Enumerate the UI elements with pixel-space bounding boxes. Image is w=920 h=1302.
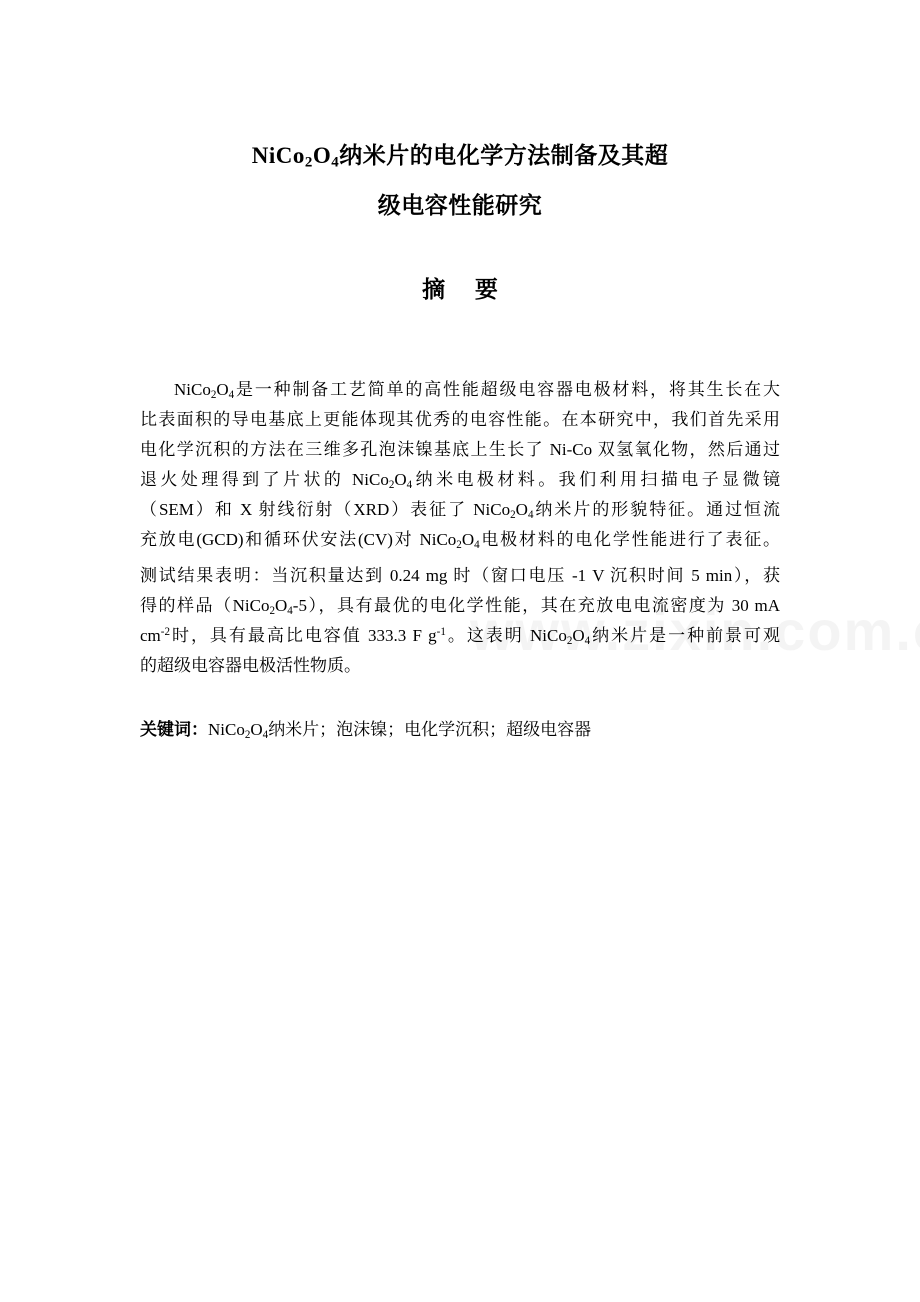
text-run: 电极材料的电化学性能进行了表征。 (479, 530, 781, 549)
title-formula-o: O (312, 143, 332, 168)
text-run: O (216, 380, 229, 399)
text-run: 得的样品（NiCo (140, 596, 270, 615)
subscript: 2 (510, 508, 516, 521)
abstract-line-1 (174, 378, 780, 402)
subscript: 2 (269, 604, 275, 617)
text-run: 是一种制备工艺简单的高性能超级电容器电极材料，将其生长在大 (234, 380, 780, 399)
subscript: 4 (406, 478, 413, 491)
subscript: 2 (244, 728, 251, 741)
subscript: 2 (210, 388, 217, 401)
abstract-line-9 (140, 624, 780, 648)
superscript: -2 (160, 625, 170, 638)
abstract-line-7: 测试结果表明：当沉积量达到 0.24 mg 时（窗口电压 -1 V 沉积时间 5 min），获 (140, 566, 780, 585)
title-text: 纳米片的电化学方法制备及其超 (339, 143, 669, 168)
subscript: 4 (262, 728, 269, 741)
title-line-1 (0, 141, 920, 171)
keywords (140, 718, 780, 742)
superscript: -1 (436, 625, 446, 638)
text-run: O (461, 530, 475, 549)
subscript: 4 (228, 388, 235, 401)
text-run: NiCo (174, 380, 211, 399)
title-line-2: 级电容性能研究 (377, 193, 543, 218)
title-formula-ni-co: NiCo (251, 143, 305, 168)
abstract-line-4 (140, 468, 780, 492)
text-run: 纳米片是一种前景可观 (590, 626, 781, 645)
subscript: 4 (474, 538, 480, 551)
abstract-line-10: 的超级电容器电极活性物质。 (140, 656, 361, 675)
text-run: 纳米片的形貌特征。通过恒流 (533, 500, 781, 519)
subscript: 2 (456, 538, 462, 551)
abstract-line-2: 比表面积的导电基底上更能体现其优秀的电容性能。在本研究中，我们首先采用 (140, 410, 780, 429)
subscript: 2 (388, 478, 395, 491)
text-run: NiCo (208, 720, 245, 739)
title-subscript-2: 2 (304, 154, 313, 171)
text-run: 纳米电极材料。我们利用扫描电子显微镜 (412, 470, 780, 489)
text-run: 时，具有最高比电容值 333.3 F g (169, 626, 437, 645)
text-run: -5），具有最优的电化学性能，其在充放电电流密度为 30 mA (292, 596, 780, 615)
text-run: 退火处理得到了片状的 NiCo (140, 470, 389, 489)
subscript: 4 (287, 604, 293, 617)
subscript: 2 (566, 634, 573, 647)
text-run: 。这表明 NiCo (445, 626, 567, 645)
text-run: O (394, 470, 407, 489)
text-run: cm (140, 626, 161, 645)
subscript: 4 (527, 508, 534, 521)
subscript: 4 (584, 634, 591, 647)
text-run: O (250, 720, 263, 739)
abstract-line-5 (140, 498, 780, 522)
text-run: O (572, 626, 585, 645)
abstract-line-3: 电化学沉积的方法在三维多孔泡沫镍基底上生长了 Ni-Co 双氢氧化物，然后通过 (140, 440, 780, 459)
keywords-label: 关键词： (140, 720, 208, 739)
abstract-line-6 (140, 528, 780, 552)
title-subscript-4: 4 (331, 154, 340, 171)
abstract-line-8 (140, 594, 780, 618)
text-run: O (274, 596, 288, 615)
text-run: O (515, 500, 528, 519)
text-run: 充放电(GCD)和循环伏安法(CV)对 NiCo (140, 530, 457, 549)
abstract-heading: 摘 要 (422, 277, 510, 302)
keywords-list: 纳米片；泡沫镍；电化学沉积；超级电容器 (268, 720, 592, 739)
text-run: （SEM）和 X 射线衍射（XRD）表征了 NiCo (140, 500, 511, 519)
